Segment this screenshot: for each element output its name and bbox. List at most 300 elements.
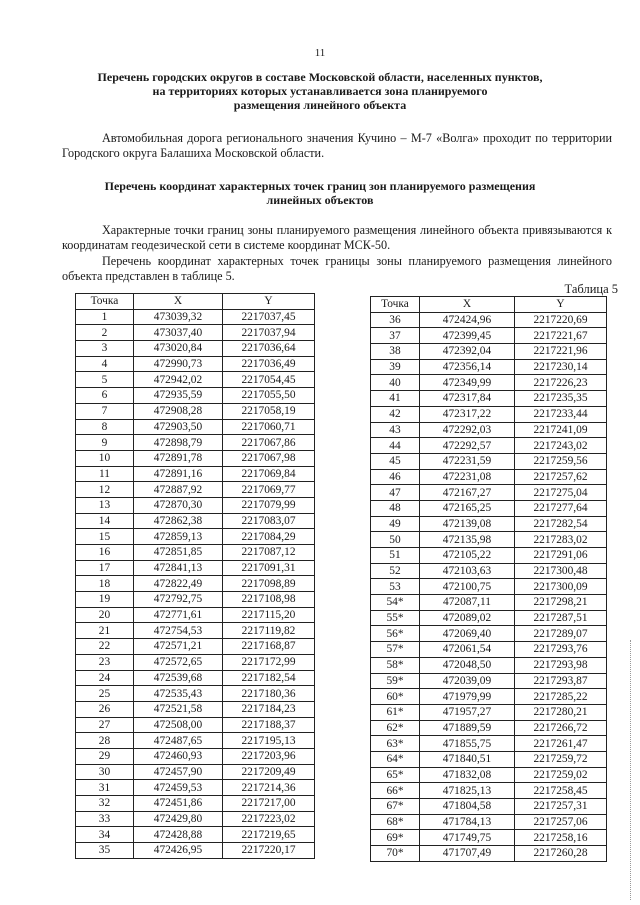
x-cell: 471804,58: [420, 799, 515, 815]
x-cell: 472571,21: [134, 639, 223, 655]
y-cell: 2217221,96: [515, 344, 607, 360]
point-cell: 29: [76, 748, 134, 764]
x-cell: 472048,50: [420, 657, 515, 673]
y-cell: 2217300,48: [515, 563, 607, 579]
point-cell: 28: [76, 733, 134, 749]
y-cell: 2217184,23: [223, 701, 315, 717]
x-cell: 472087,11: [420, 595, 515, 611]
table-row: [371, 469, 607, 485]
point-cell: 67*: [371, 799, 420, 815]
point-cell: 1: [76, 309, 134, 325]
coordinates-table-right: [370, 296, 607, 862]
y-cell: 2217214,36: [223, 780, 315, 796]
y-cell: 2217257,06: [515, 814, 607, 830]
point-cell: 70*: [371, 846, 420, 862]
y-cell: 2217203,96: [223, 748, 315, 764]
table-row: [371, 736, 607, 752]
point-cell: 8: [76, 419, 134, 435]
y-cell: 2217172,99: [223, 654, 315, 670]
coordinates-table-left: [75, 293, 315, 859]
table-row: [76, 827, 315, 843]
heading-line: на территориях которых устанавливается зона планируемого: [152, 84, 488, 98]
table-row: [371, 453, 607, 469]
y-cell: 2217287,51: [515, 610, 607, 626]
paragraph-road-description: Автомобильная дорога регионального значения Кучино – М-7 «Волга» проходит по территории Городского округа Балашиха Московской области.: [62, 131, 612, 160]
point-cell: 19: [76, 592, 134, 608]
x-cell: 471855,75: [420, 736, 515, 752]
point-cell: 16: [76, 545, 134, 561]
point-cell: 9: [76, 435, 134, 451]
y-cell: 2217241,09: [515, 422, 607, 438]
y-cell: 2217195,13: [223, 733, 315, 749]
table-row: [371, 516, 607, 532]
x-cell: 472862,38: [134, 513, 223, 529]
table-row: [76, 607, 315, 623]
y-cell: 2217220,17: [223, 843, 315, 859]
y-cell: 2217259,72: [515, 751, 607, 767]
table-row: [371, 532, 607, 548]
table-row: [371, 500, 607, 516]
y-cell: 2217275,04: [515, 485, 607, 501]
point-cell: 49: [371, 516, 420, 532]
point-cell: 17: [76, 560, 134, 576]
x-cell: 471707,49: [420, 846, 515, 862]
x-cell: 472859,13: [134, 529, 223, 545]
x-cell: 473037,40: [134, 325, 223, 341]
point-cell: 23: [76, 654, 134, 670]
x-cell: 472292,57: [420, 438, 515, 454]
point-cell: 14: [76, 513, 134, 529]
x-cell: 472069,40: [420, 626, 515, 642]
y-cell: 2217258,16: [515, 830, 607, 846]
x-cell: 472105,22: [420, 548, 515, 564]
y-cell: 2217087,12: [223, 545, 315, 561]
x-cell: 471979,99: [420, 689, 515, 705]
point-cell: 56*: [371, 626, 420, 642]
point-cell: 31: [76, 780, 134, 796]
table-row: [76, 372, 315, 388]
point-cell: 46: [371, 469, 420, 485]
table-row: [76, 513, 315, 529]
heading-line: Перечень координат характерных точек границ зон планируемого размещения: [104, 179, 536, 193]
table-row: [371, 391, 607, 407]
point-cell: 15: [76, 529, 134, 545]
table-row: [371, 563, 607, 579]
y-cell: 2217293,87: [515, 673, 607, 689]
y-cell: 2217182,54: [223, 670, 315, 686]
table-row: [371, 689, 607, 705]
x-cell: 472903,50: [134, 419, 223, 435]
x-cell: 472572,65: [134, 654, 223, 670]
x-cell: 472089,02: [420, 610, 515, 626]
point-cell: 42: [371, 406, 420, 422]
point-cell: 3: [76, 341, 134, 357]
point-cell: 7: [76, 403, 134, 419]
point-cell: 51: [371, 548, 420, 564]
heading-line: Перечень городских округов в составе Московской области, населенных пунктов,: [97, 70, 543, 84]
x-cell: 472135,98: [420, 532, 515, 548]
y-cell: 2217266,72: [515, 720, 607, 736]
x-cell: 471825,13: [420, 783, 515, 799]
table-row: [371, 657, 607, 673]
y-cell: 2217079,99: [223, 497, 315, 513]
table-row: [371, 642, 607, 658]
point-cell: 63*: [371, 736, 420, 752]
point-cell: 21: [76, 623, 134, 639]
table-row: [76, 466, 315, 482]
y-cell: 2217300,09: [515, 579, 607, 595]
y-cell: 2217055,50: [223, 388, 315, 404]
point-cell: 64*: [371, 751, 420, 767]
table-row: [76, 843, 315, 859]
table-row: [371, 767, 607, 783]
point-cell: 50: [371, 532, 420, 548]
y-cell: 2217188,37: [223, 717, 315, 733]
x-cell: 472103,63: [420, 563, 515, 579]
point-cell: 26: [76, 701, 134, 717]
point-cell: 6: [76, 388, 134, 404]
x-cell: 472521,58: [134, 701, 223, 717]
y-cell: 2217298,21: [515, 595, 607, 611]
x-cell: 472292,03: [420, 422, 515, 438]
y-cell: 2217119,82: [223, 623, 315, 639]
table-row: [76, 529, 315, 545]
table-row: [76, 780, 315, 796]
table-row: [371, 375, 607, 391]
point-cell: 43: [371, 422, 420, 438]
y-cell: 2217067,86: [223, 435, 315, 451]
y-cell: 2217217,00: [223, 796, 315, 812]
x-cell: 471832,08: [420, 767, 515, 783]
point-cell: 32: [76, 796, 134, 812]
table-row: [76, 497, 315, 513]
table-row: [371, 830, 607, 846]
point-cell: 54*: [371, 595, 420, 611]
column-header-x: X: [134, 294, 223, 310]
table-row: [76, 325, 315, 341]
point-cell: 34: [76, 827, 134, 843]
table-row: [371, 438, 607, 454]
column-header-point: Точка: [371, 297, 420, 313]
y-cell: 2217291,06: [515, 548, 607, 564]
x-cell: 472231,59: [420, 453, 515, 469]
y-cell: 2217282,54: [515, 516, 607, 532]
x-cell: 472942,02: [134, 372, 223, 388]
y-cell: 2217069,84: [223, 466, 315, 482]
column-header-y: Y: [515, 297, 607, 313]
table-row: [371, 406, 607, 422]
table-row: [76, 545, 315, 561]
point-cell: 13: [76, 497, 134, 513]
table-row: [76, 560, 315, 576]
y-cell: 2217054,45: [223, 372, 315, 388]
table-row: [371, 751, 607, 767]
table-row: [371, 485, 607, 501]
table-row: [76, 670, 315, 686]
point-cell: 35: [76, 843, 134, 859]
y-cell: 2217115,20: [223, 607, 315, 623]
y-cell: 2217036,64: [223, 341, 315, 357]
x-cell: 472039,09: [420, 673, 515, 689]
table-row: [76, 435, 315, 451]
y-cell: 2217277,64: [515, 500, 607, 516]
y-cell: 2217257,62: [515, 469, 607, 485]
x-cell: 472100,75: [420, 579, 515, 595]
y-cell: 2217260,28: [515, 846, 607, 862]
table-row: [76, 701, 315, 717]
y-cell: 2217280,21: [515, 704, 607, 720]
column-header-point: Точка: [76, 294, 134, 310]
point-cell: 47: [371, 485, 420, 501]
table-row: [371, 548, 607, 564]
x-cell: 473020,84: [134, 341, 223, 357]
y-cell: 2217223,02: [223, 811, 315, 827]
x-cell: 472139,08: [420, 516, 515, 532]
table-row: [76, 654, 315, 670]
x-cell: 472424,96: [420, 312, 515, 328]
point-cell: 5: [76, 372, 134, 388]
point-cell: 25: [76, 686, 134, 702]
y-cell: 2217233,44: [515, 406, 607, 422]
y-cell: 2217060,71: [223, 419, 315, 435]
y-cell: 2217258,45: [515, 783, 607, 799]
heading-settlements: [60, 70, 580, 112]
table-row: [76, 748, 315, 764]
point-cell: 11: [76, 466, 134, 482]
point-cell: 44: [371, 438, 420, 454]
point-cell: 20: [76, 607, 134, 623]
x-cell: 472317,84: [420, 391, 515, 407]
x-cell: 472451,86: [134, 796, 223, 812]
point-cell: 18: [76, 576, 134, 592]
table-row: [76, 356, 315, 372]
x-cell: 472459,53: [134, 780, 223, 796]
heading-line: линейных объектов: [266, 193, 374, 207]
y-cell: 2217259,02: [515, 767, 607, 783]
point-cell: 45: [371, 453, 420, 469]
y-cell: 2217230,14: [515, 359, 607, 375]
point-cell: 37: [371, 328, 420, 344]
point-cell: 66*: [371, 783, 420, 799]
x-cell: 472851,85: [134, 545, 223, 561]
point-cell: 60*: [371, 689, 420, 705]
x-cell: 472771,61: [134, 607, 223, 623]
table-row: [76, 623, 315, 639]
point-cell: 59*: [371, 673, 420, 689]
x-cell: 472870,30: [134, 497, 223, 513]
x-cell: 472990,73: [134, 356, 223, 372]
x-cell: 472891,16: [134, 466, 223, 482]
x-cell: 472349,99: [420, 375, 515, 391]
x-cell: 472457,90: [134, 764, 223, 780]
x-cell: 471784,13: [420, 814, 515, 830]
table-row: [371, 328, 607, 344]
column-header-y: Y: [223, 294, 315, 310]
point-cell: 33: [76, 811, 134, 827]
table-row: [76, 576, 315, 592]
paragraph-table-reference: Перечень координат характерных точек границы зоны планируемого размещения линейного объекта представлен в таблице 5.: [62, 254, 612, 283]
x-cell: 471840,51: [420, 751, 515, 767]
table-row: [76, 309, 315, 325]
point-cell: 53: [371, 579, 420, 595]
y-cell: 2217091,31: [223, 560, 315, 576]
paragraph-coordinate-system: Характерные точки границ зоны планируемого размещения линейного объекта привязываются к координатам геодезической сети в системе координат МСК-50.: [62, 223, 612, 252]
y-cell: 2217243,02: [515, 438, 607, 454]
table-row: [371, 846, 607, 862]
x-cell: 471749,75: [420, 830, 515, 846]
x-cell: 472908,28: [134, 403, 223, 419]
point-cell: 62*: [371, 720, 420, 736]
point-cell: 22: [76, 639, 134, 655]
point-cell: 52: [371, 563, 420, 579]
y-cell: 2217219,65: [223, 827, 315, 843]
x-cell: 472754,53: [134, 623, 223, 639]
x-cell: 472898,79: [134, 435, 223, 451]
x-cell: 472841,13: [134, 560, 223, 576]
x-cell: 472935,59: [134, 388, 223, 404]
y-cell: 2217067,98: [223, 450, 315, 466]
x-cell: 473039,32: [134, 309, 223, 325]
y-cell: 2217058,19: [223, 403, 315, 419]
x-cell: 472429,80: [134, 811, 223, 827]
point-cell: 38: [371, 344, 420, 360]
x-cell: 472887,92: [134, 482, 223, 498]
point-cell: 55*: [371, 610, 420, 626]
y-cell: 2217108,98: [223, 592, 315, 608]
table-row: [76, 811, 315, 827]
y-cell: 2217293,76: [515, 642, 607, 658]
table-row: [76, 482, 315, 498]
point-cell: 10: [76, 450, 134, 466]
x-cell: 472061,54: [420, 642, 515, 658]
x-cell: 472356,14: [420, 359, 515, 375]
y-cell: 2217259,56: [515, 453, 607, 469]
point-cell: 40: [371, 375, 420, 391]
x-cell: 472399,45: [420, 328, 515, 344]
heading-line: размещения линейного объекта: [233, 98, 407, 112]
table-row: [76, 796, 315, 812]
table-row: [76, 450, 315, 466]
table-row: [371, 626, 607, 642]
y-cell: 2217037,45: [223, 309, 315, 325]
y-cell: 2217285,22: [515, 689, 607, 705]
point-cell: 2: [76, 325, 134, 341]
y-cell: 2217293,98: [515, 657, 607, 673]
y-cell: 2217235,35: [515, 391, 607, 407]
point-cell: 27: [76, 717, 134, 733]
table-row: [371, 422, 607, 438]
point-cell: 24: [76, 670, 134, 686]
point-cell: 4: [76, 356, 134, 372]
y-cell: 2217168,87: [223, 639, 315, 655]
point-cell: 36: [371, 312, 420, 328]
x-cell: 471957,27: [420, 704, 515, 720]
table-caption: Таблица 5: [564, 282, 618, 296]
page-number: 11: [314, 47, 326, 59]
y-cell: 2217083,07: [223, 513, 315, 529]
table-row: [76, 764, 315, 780]
table-row: [371, 595, 607, 611]
point-cell: 65*: [371, 767, 420, 783]
point-cell: 30: [76, 764, 134, 780]
table-row: [371, 312, 607, 328]
table-row: [76, 686, 315, 702]
table-row: [371, 344, 607, 360]
table-row: [371, 579, 607, 595]
point-cell: 57*: [371, 642, 420, 658]
y-cell: 2217261,47: [515, 736, 607, 752]
table-row: [371, 610, 607, 626]
x-cell: 472535,43: [134, 686, 223, 702]
x-cell: 472426,95: [134, 843, 223, 859]
x-cell: 472165,25: [420, 500, 515, 516]
table-row: [371, 673, 607, 689]
point-cell: 69*: [371, 830, 420, 846]
point-cell: 41: [371, 391, 420, 407]
table-row: [371, 359, 607, 375]
scan-edge-mark: [630, 640, 632, 900]
heading-coordinates: [80, 179, 560, 207]
table-row: [371, 720, 607, 736]
x-cell: 472792,75: [134, 592, 223, 608]
table-row: [76, 717, 315, 733]
table-row: [76, 733, 315, 749]
point-cell: 68*: [371, 814, 420, 830]
x-cell: 472460,93: [134, 748, 223, 764]
y-cell: 2217283,02: [515, 532, 607, 548]
y-cell: 2217226,23: [515, 375, 607, 391]
point-cell: 58*: [371, 657, 420, 673]
y-cell: 2217037,94: [223, 325, 315, 341]
y-cell: 2217180,36: [223, 686, 315, 702]
x-cell: 472428,88: [134, 827, 223, 843]
x-cell: 472392,04: [420, 344, 515, 360]
table-row: [371, 799, 607, 815]
y-cell: 2217084,29: [223, 529, 315, 545]
x-cell: 472539,68: [134, 670, 223, 686]
y-cell: 2217069,77: [223, 482, 315, 498]
x-cell: 472487,65: [134, 733, 223, 749]
table-row: [371, 814, 607, 830]
point-cell: 39: [371, 359, 420, 375]
point-cell: 48: [371, 500, 420, 516]
x-cell: 472508,00: [134, 717, 223, 733]
table-row: [76, 341, 315, 357]
point-cell: 12: [76, 482, 134, 498]
table-row: [371, 704, 607, 720]
x-cell: 472231,08: [420, 469, 515, 485]
x-cell: 471889,59: [420, 720, 515, 736]
table-header-row: [76, 294, 315, 310]
table-row: [76, 388, 315, 404]
y-cell: 2217098,89: [223, 576, 315, 592]
table-row: [76, 592, 315, 608]
x-cell: 472822,49: [134, 576, 223, 592]
x-cell: 472317,22: [420, 406, 515, 422]
table-row: [76, 403, 315, 419]
y-cell: 2217209,49: [223, 764, 315, 780]
x-cell: 472891,78: [134, 450, 223, 466]
table-row: [76, 639, 315, 655]
table-row: [371, 783, 607, 799]
point-cell: 61*: [371, 704, 420, 720]
column-header-x: X: [420, 297, 515, 313]
table-row: [76, 419, 315, 435]
x-cell: 472167,27: [420, 485, 515, 501]
y-cell: 2217257,31: [515, 799, 607, 815]
y-cell: 2217220,69: [515, 312, 607, 328]
y-cell: 2217221,67: [515, 328, 607, 344]
